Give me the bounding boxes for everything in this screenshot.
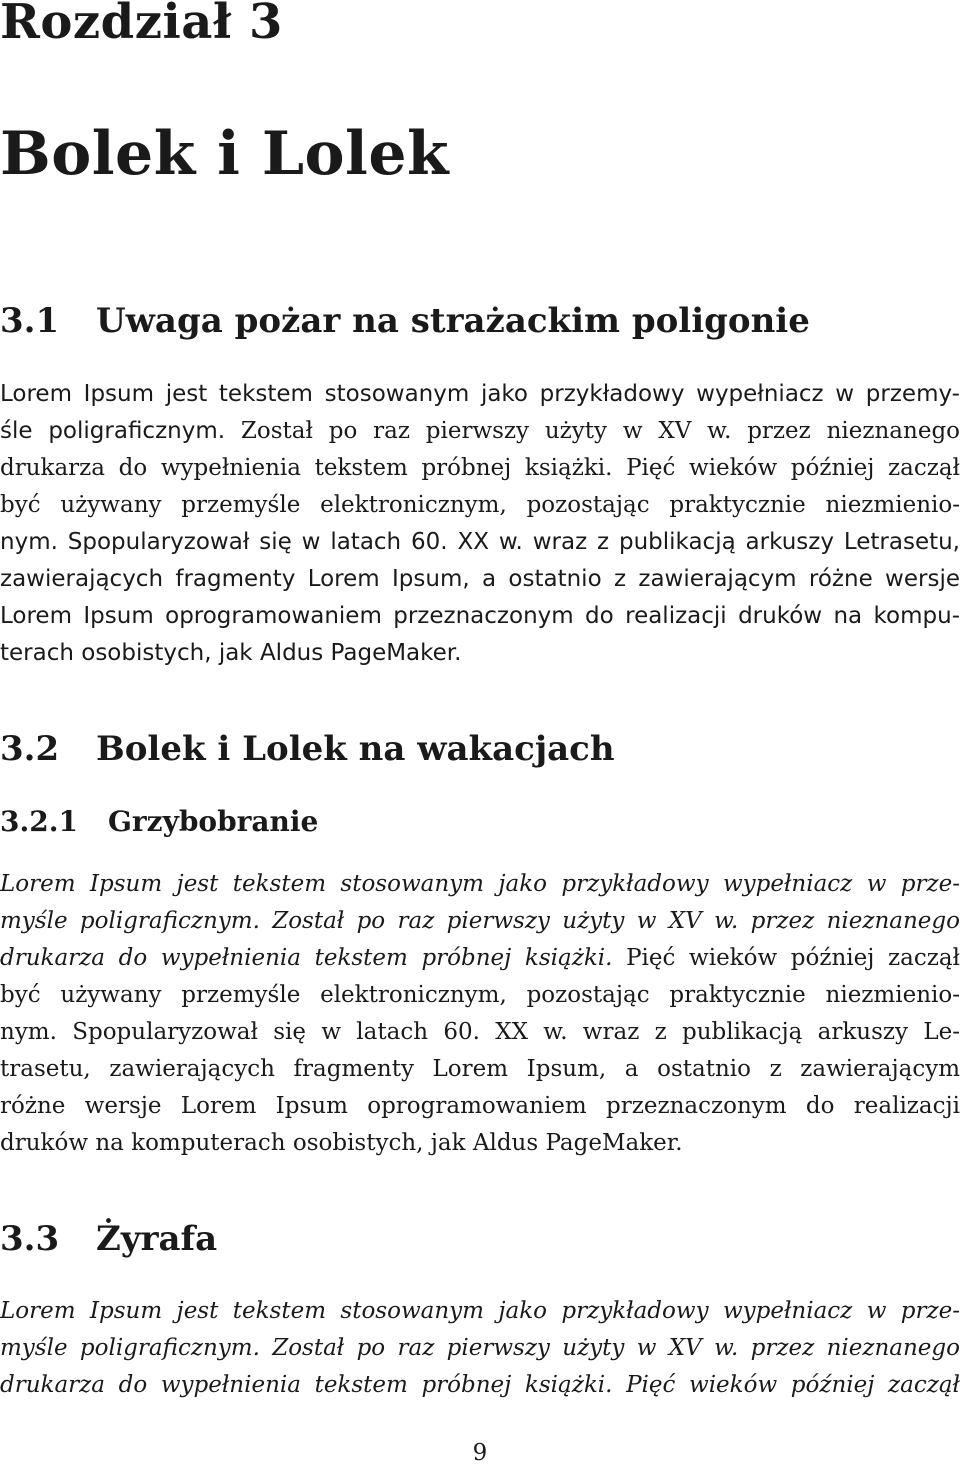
chapter-label: Rozdział 3 (0, 0, 283, 50)
subsection-title: Grzybobranie (108, 805, 319, 838)
paragraph-line (0, 413, 960, 449)
paragraph-line: nym. Spopularyzował się w latach 60. XX w. wraz z publikacją arkuszy Le- (0, 1019, 960, 1045)
section-title: Uwaga pożar na strażackim poligonie (96, 301, 810, 341)
paragraph-line: różne wersje Lorem Ipsum oprogramowaniem przeznaczonym do realizacji (0, 1093, 960, 1119)
line-segment: Pięć wieków później zaczął (612, 945, 960, 971)
paragraph-line: drukarza do wypełnienia tekstem próbnej książki. Pięć wieków później zaczął (0, 1372, 960, 1398)
paragraph-line (0, 940, 960, 976)
paragraph-line: zawierających fragmenty Lorem Ipsum, a ostatnio z zawierającym różne wersje (0, 566, 960, 592)
line-segment: wraz z publikacją arkuszy Letrasetu, (522, 529, 960, 555)
paragraph-line: być używany przemyśle elektronicznym, pozostając praktycznie niezmienio- (0, 982, 960, 1008)
paragraph-line: Lorem Ipsum jest tekstem stosowanym jako przykładowy wypełniacz w prze- (0, 1298, 960, 1324)
section-title: Żyrafa (96, 1219, 218, 1259)
paragraph-line: Lorem Ipsum jest tekstem stosowanym jako przykładowy wypełniacz w prze- (0, 871, 960, 897)
section-number: 3.2 (0, 729, 60, 769)
paragraph-line: Lorem Ipsum jest tekstem stosowanym jako przykładowy wypełniacz w przemy- (0, 381, 960, 407)
paragraph-line: Lorem Ipsum oprogramowaniem przeznaczonym do realizacji druków na kompu- (0, 603, 960, 629)
subsection-heading-3-2-1 (0, 804, 318, 840)
section-number: 3.1 (0, 301, 60, 341)
line-segment: drukarza do wypełnienia tekstem próbnej książki. (0, 945, 613, 971)
chapter-title: Bolek i Lolek (0, 119, 450, 189)
section-heading-3-3 (0, 1218, 217, 1260)
paragraph-line: być używany przemyśle elektronicznym, pozostając praktycznie niezmienio- (0, 492, 960, 518)
paragraph-line: terach osobistych, jak Aldus PageMaker. (0, 640, 462, 666)
paragraph-line: drukarza do wypełnienia tekstem próbnej książki. Pięć wieków później zaczął (0, 455, 960, 481)
line-segment: nym. Spopularyzował się w latach 60. XX w. (0, 529, 523, 555)
line-segment: Został po raz pierwszy użyty w XV w. przez nieznanego (240, 418, 960, 444)
section-heading-3-2 (0, 728, 615, 770)
page-number: 9 (472, 1440, 488, 1466)
subsection-number: 3.2.1 (0, 805, 78, 838)
section-heading-3-1 (0, 300, 810, 342)
line-segment: śle poligraficznym. (0, 418, 241, 444)
section-title: Bolek i Lolek na wakacjach (96, 729, 615, 769)
paragraph-line: trasetu, zawierających fragmenty Lorem Ipsum, a ostatnio z zawierającym (0, 1056, 960, 1082)
section-number: 3.3 (0, 1219, 60, 1259)
paragraph-line (0, 524, 960, 560)
paragraph-line: myśle poligraficznym. Został po raz pierwszy użyty w XV w. przez nieznanego (0, 1335, 960, 1361)
paragraph-line: myśle poligraficznym. Został po raz pierwszy użyty w XV w. przez nieznanego (0, 908, 960, 934)
paragraph-line: druków na komputerach osobistych, jak Aldus PageMaker. (0, 1130, 683, 1156)
